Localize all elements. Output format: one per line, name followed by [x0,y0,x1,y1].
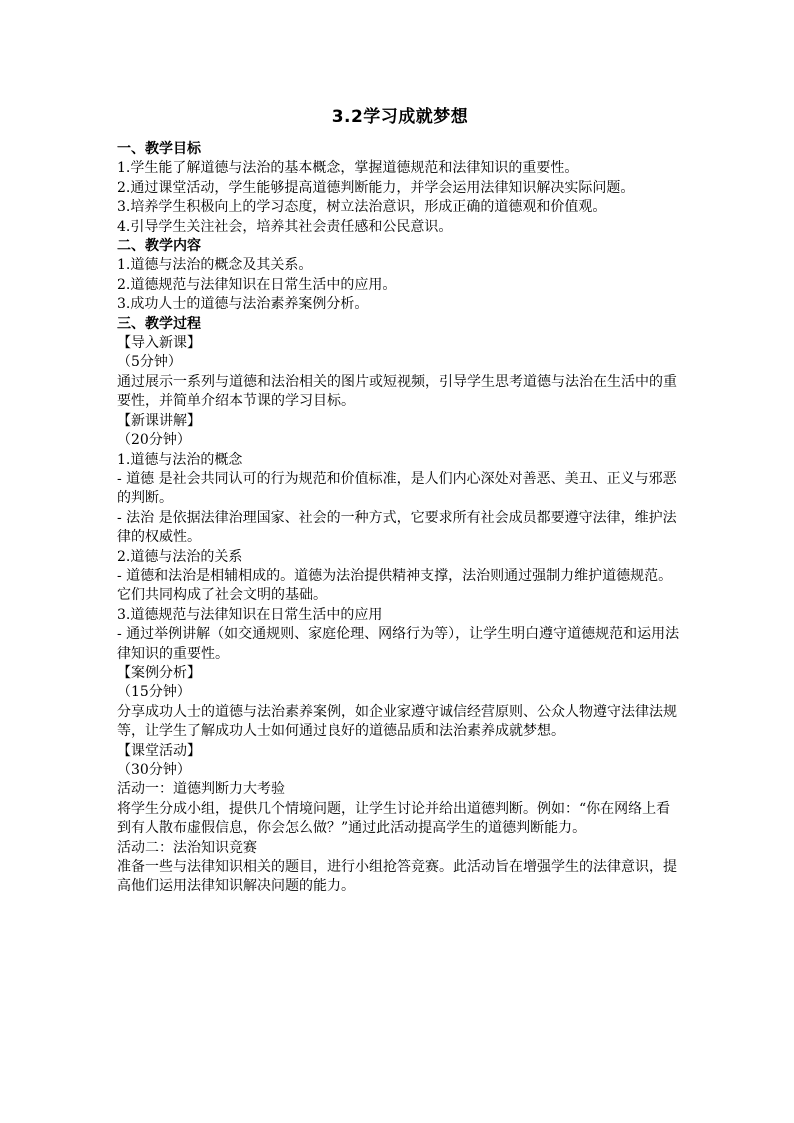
section-heading-process: 三、教学过程 [117,315,201,332]
case-duration: （15分钟） [117,684,191,701]
lecture-label: 【新课讲解】 [117,412,201,429]
objective-item: 1.学生能了解道德与法治的基本概念，掌握道德规范和法律知识的重要性。 [117,160,579,177]
content-item: 1.道德与法治的概念及其关系。 [117,257,313,274]
objective-item: 4.引导学生关注社会，培养其社会责任感和公民意识。 [117,218,453,235]
section-heading-objectives: 一、教学目标 [117,141,201,157]
lecture-line: 2.道德与法治的关系 [117,548,243,565]
document-title: 3.2学习成就梦想 [331,107,469,127]
case-label: 【案例分析】 [117,664,201,681]
section-heading-content: 二、教学内容 [117,238,201,255]
activity-line: 活动一：道德判断力大考验 [117,781,285,798]
activity-line: 活动二：法治知识竞赛 [117,839,257,856]
activity-line: 将学生分成小组，提供几个情境问题，让学生讨论并给出道德判断。例如：“你在网络上看到有人散布虚假信息，你会怎么做？”通过此活动提高学生的道德判断能力。 [117,800,671,837]
intro-label: 【导入新课】 [117,335,201,352]
lecture-duration: （20分钟） [117,432,191,449]
activity-label: 【课堂活动】 [117,742,201,759]
lecture-line: 3.道德规范与法律知识在日常生活中的应用 [117,606,383,623]
lecture-line: - 道德和法治是相辅相成的。道德为法治提供精神支撑，法治则通过强制力维护道德规范。它们共同构成了社会文明的基础。 [117,567,673,604]
lecture-line: - 通过举例讲解（如交通规则、家庭伦理、网络行为等），让学生明白遵守道德规范和运用法律知识的重要性。 [117,626,680,662]
objective-item: 3.培养学生积极向上的学习态度，树立法治意识，形成正确的道德观和价值观。 [117,199,607,216]
lecture-line: - 道德 是社会共同认可的行为规范和价值标准，是人们内心深处对善恶、美丑、正义与邪恶的判断。 [117,470,677,507]
case-text: 分享成功人士的道德与法治素养案例，如企业家遵守诚信经营原则、公众人物遵守法律法规等，让学生了解成功人士如何通过良好的道德品质和法治素养成就梦想。 [117,703,677,740]
activity-line: 准备一些与法律知识相关的题目，进行小组抢答竞赛。此活动旨在增强学生的法律意识，提高他们运用法律知识解决问题的能力。 [117,859,677,895]
lecture-line: - 法治 是依据法律治理国家、社会的一种方式，它要求所有社会成员都要遵守法律，维护法律的权威性。 [117,509,677,546]
document-body [117,106,683,897]
content-item: 2.道德规范与法律知识在日常生活中的应用。 [117,276,397,293]
intro-duration: （5分钟） [117,354,182,371]
objective-item: 2.通过课堂活动，学生能够提高道德判断能力，并学会运用法律知识解决实际问题。 [117,179,635,196]
lecture-line: 1.道德与法治的概念 [117,451,243,468]
activity-duration: （30分钟） [117,762,191,778]
intro-text: 通过展示一系列与道德和法治相关的图片或短视频，引导学生思考道德与法治在生活中的重要性，并简单介绍本节课的学习目标。 [117,373,677,410]
content-item: 3.成功人士的道德与法治素养案例分析。 [117,296,369,313]
